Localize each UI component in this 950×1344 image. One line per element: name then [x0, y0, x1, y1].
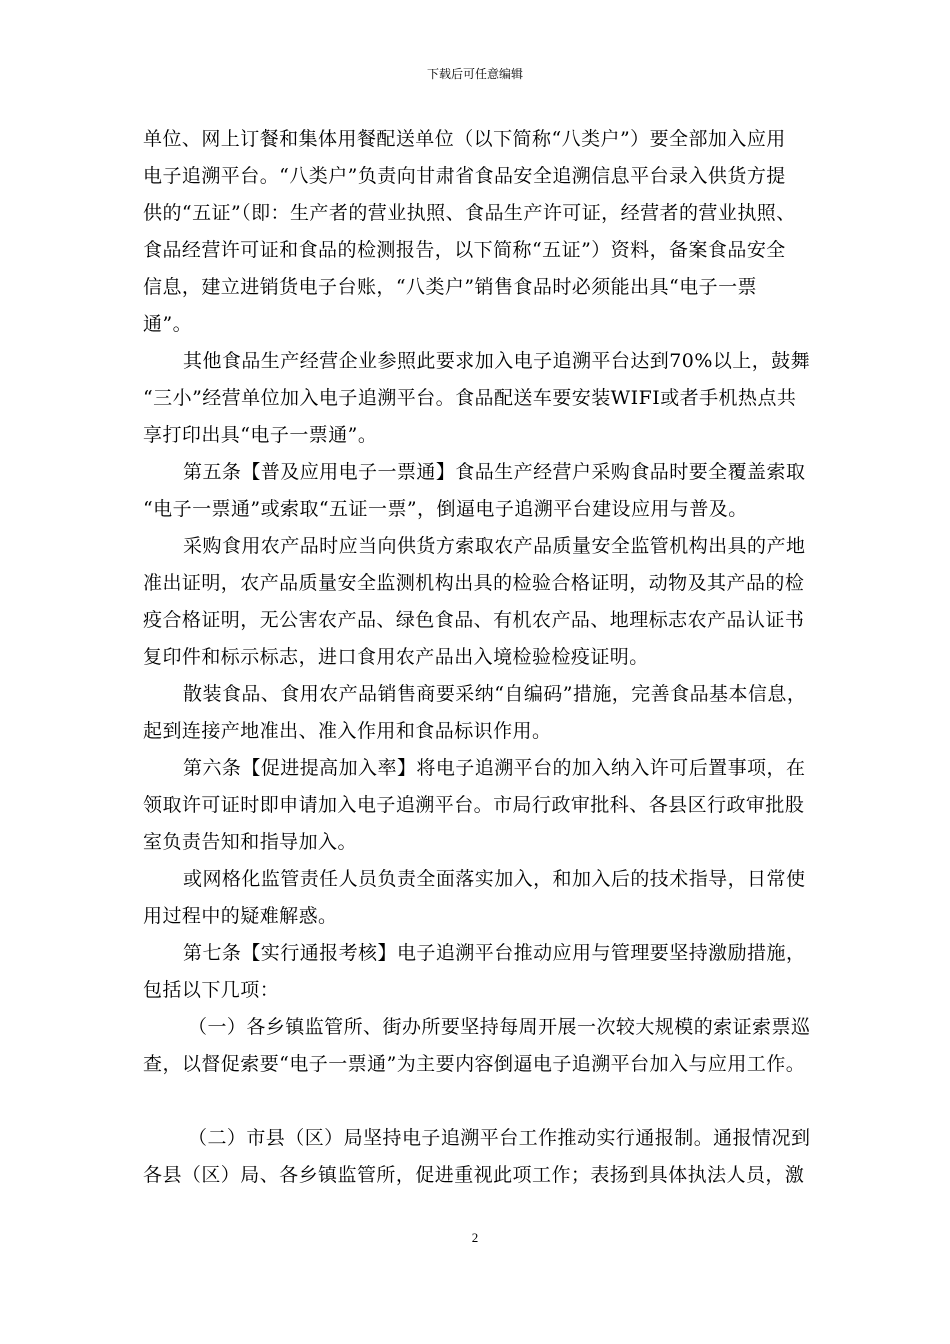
- list-item-two-line: （二）市县（区）局坚持电子追溯平台工作推动实行通报制。通报情况到: [188, 1127, 811, 1149]
- page-header: 下载后可任意编辑: [426, 67, 523, 81]
- article-five-heading-line: 第五条【普及应用电子一票通】食品生产经营户采购食品时要全覆盖索取: [183, 461, 806, 483]
- paragraph-line: 准出证明，农产品质量安全监测机构出具的检验合格证明，动物及其产品的检: [143, 572, 805, 594]
- paragraph-line: 或网格化监管责任人员负责全面落实加入，和加入后的技术指导，日常使: [183, 868, 806, 890]
- paragraph-line: 散装食品、食用农产品销售商要采纳“自编码”措施，完善食品基本信息，: [183, 683, 807, 705]
- paragraph-line: 食品经营许可证和食品的检测报告，以下简称“五证”）资料，备案食品安全: [143, 239, 786, 261]
- paragraph-line: “三小”经营单位加入电子追溯平台。食品配送车要安装WIFI或者手机热点共: [143, 387, 797, 409]
- paragraph-line: 查，以督促索要“电子一票通”为主要内容倒逼电子追溯平台加入与应用工作。: [143, 1053, 806, 1075]
- article-seven-heading-line: 第七条【实行通报考核】电子追溯平台推动应用与管理要坚持激励措施，: [183, 942, 806, 964]
- paragraph-line: 其他食品生产经营企业参照此要求加入电子追溯平台达到70%以上，鼓舞: [183, 350, 811, 372]
- paragraph-line: 复印件和标示标志，进口食用农产品出入境检验检疫证明。: [143, 646, 649, 668]
- paragraph-line: 领取许可证时即申请加入电子追溯平台。市局行政审批科、各县区行政审批股: [143, 794, 805, 816]
- page-number: 2: [471, 1230, 479, 1245]
- paragraph-line: 电子追溯平台。“八类户”负责向甘肃省食品安全追溯信息平台录入供货方提: [143, 165, 786, 187]
- blank-line: [143, 1083, 813, 1120]
- paragraph-line: 采购食用农产品时应当向供货方索取农产品质量安全监管机构出具的产地: [183, 535, 806, 557]
- paragraph-line: 信息，建立进销货电子台账，“八类户”销售食品时必须能出具“电子一票: [143, 276, 757, 298]
- paragraph-line: 享打印出具“电子一票通”。: [143, 424, 378, 446]
- paragraph-line: 疫合格证明，无公害农产品、绿色食品、有机农产品、地理标志农产品认证书: [143, 609, 805, 631]
- paragraph-line: 包括以下几项：: [143, 979, 280, 1001]
- paragraph-line: 各县（区）局、各乡镇监管所，促进重视此项工作；表扬到具体执法人员，激: [143, 1164, 805, 1186]
- paragraph-line: 用过程中的疑难解惑。: [143, 905, 338, 927]
- article-six-heading-line: 第六条【促进提高加入率】将电子追溯平台的加入纳入许可后置事项，在: [183, 757, 806, 779]
- paragraph-line: 通”。: [143, 313, 193, 335]
- document-body: [143, 121, 813, 1194]
- paragraph-line: 供的“五证”（即：生产者的营业执照、食品生产许可证，经营者的营业执照、: [143, 202, 796, 224]
- paragraph-line: 起到连接产地准出、准入作用和食品标识作用。: [143, 720, 552, 742]
- paragraph-line: “电子一票通”或索取“五证一票”，倒逼电子追溯平台建设应用与普及。: [143, 498, 748, 520]
- list-item-one-line: （一）各乡镇监管所、街办所要坚持每周开展一次较大规模的索证索票巡: [188, 1016, 811, 1038]
- paragraph-line: 单位、网上订餐和集体用餐配送单位（以下简称“八类户”）要全部加入应用: [143, 128, 786, 150]
- paragraph-line: 室负责告知和指导加入。: [143, 831, 357, 853]
